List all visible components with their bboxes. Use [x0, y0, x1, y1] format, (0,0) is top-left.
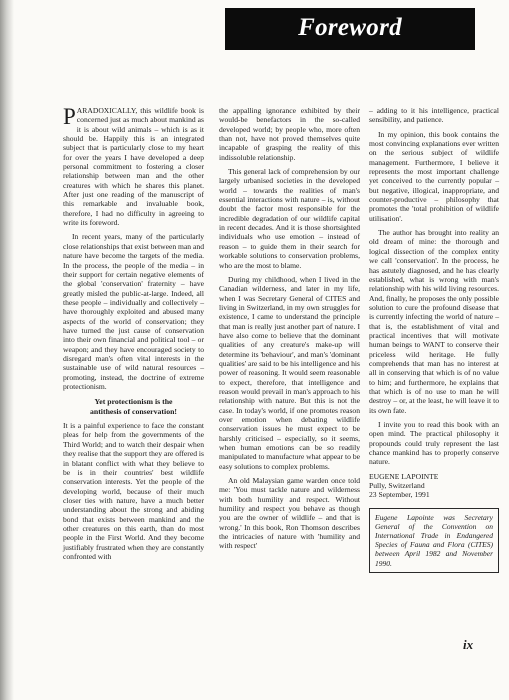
signature-block [369, 472, 499, 500]
paragraph: – adding to it his intelligence, practical sensibility, and patience. [369, 106, 499, 125]
page-title: Foreword [298, 14, 402, 41]
paragraph: An old Malaysian game warden once told me: 'You must tackle nature and wilderness with both humility and respect. Without humility and respect you behave as though you are the owner of wildlife – and that is wrong.' In this book, Ron Thomson describes the intricacies of nature with 'humility and with respect' [219, 476, 360, 551]
paragraph: This general lack of comprehension by our largely urbanised societies in the developed world – towards the realities of man's essential interactions with nature – is, without doubt the factor most responsible for the incredible degradation of our wildlife capital in recent decades. And it is those shortsighted individuals who use emotion – instead of reason – to guide them in their search for workable solutions to conservation problems, who are the most to blame. [219, 167, 360, 270]
title-banner [225, 8, 475, 50]
paragraph: During my childhood, when I lived in the Canadian wilderness, and later in my life, when I was Secretary General of CITES and living in Switzerland, in my own struggles for existence, I came to understand the principle that man is really just another part of nature. I have also come to believe that the dominant qualities of any creature's make-up will determine its 'behaviour', and man's 'dominant qualities' are said to be his intelligence and his power of reasoning. It would seem reasonable to expect, therefore, that intelligence and reason would prevail in man's approach to his relationship with nature. But this is not the case. In today's world, if one promotes reason over emotion when debating wildlife conservation issues he must expect to be harshly criticised – especially, so it seems, when human emotions can be so readily manipulated to manufacture what appear to be easy solutions to complex problems. [219, 274, 360, 471]
page-number: ix [463, 637, 474, 652]
paragraph: I invite you to read this book with an open mind. The practical philosophy it propounds could truly represent the last chance mankind has to properly conserve nature. [369, 420, 499, 467]
paragraph: It is a painful experience to face the constant pleas for help from the governments of the Third World; and to watch their despair when they realise that the support they are offered is in blatant conflict with what they believe to be is in their countries' best wildlife conservation interests. Yet the people of the developing world, because of their much closer ties with nature, have a much better understanding about the strong and abiding bond that exists between mankind and the other creatures on this earth, than do most people in the First World. And they become justifiably frustrated when they are constantly confronted with [63, 421, 204, 561]
signature-date: 23 September, 1991 [369, 490, 430, 500]
signature-name: EUGENE LAPOINTE [369, 471, 439, 481]
paragraph-text: ARADOXICALLY, this wildlife book is concerned just as much about mankind as it is about wild animals – which is as it should be. Happily this is an integrated subject that is particularly close to my heart for over the years I have developed a deep personal commitment to fostering a closer relationship between man and the other creatures with which he shares this planet. After just one reading of the manuscript of this remarkable and invaluable book, therefore, I had no difficulty in agreeing to write its foreword. [63, 106, 204, 228]
drop-cap: P [63, 104, 76, 129]
text-column-3 [369, 106, 499, 573]
text-column-2 [219, 106, 360, 556]
paragraph [63, 106, 204, 227]
section-subheading [63, 397, 204, 416]
signature-place: Pully, Switzerland [369, 481, 425, 491]
subheading-line: antithesis of conservation! [89, 406, 178, 416]
author-caption-box: Eugene Lapointe was Secretary General of the Convention on International Trade in Endangered Species of Fauna and Flora (CITES) between April 1982 and November 1990. [369, 508, 499, 573]
paragraph: the appalling ignorance exhibited by their would-be benefactors in the so-called developed world; by people who, more often than not, have not proved themselves quite incapable of grasping the reality of this indissoluble relationship. [219, 106, 360, 162]
subheading-line: Yet protectionism is the [94, 397, 173, 407]
page-binding-shadow [0, 0, 14, 700]
paragraph: In recent years, many of the particularly close relationships that exist between man and nature have become the targets of the media. In the process, the people of the media – in their support for certain negative elements of the global 'conservation' fraternity – have greatly misled the public-at-large. Indeed, all these people – individually and collectively – have thoroughly exploited and abused many aspects of the world of conservation; they have turned the just cause of conservation into their own financial and political tool – or weapon; and they have encouraged society to disregard man's often vital interests in the sustainable use of wild natural resources – promoting, instead, the doctrine of extreme protectionism. [63, 232, 204, 391]
paragraph: The author has brought into reality an old dream of mine: the thorough and logical dissection of the complex entity we call 'conservation'. In the process, he has astutely diagnosed, and he has clearly established, what is wrong with man's relationship with his wild living resources. And, finally, he proposes the only possible solution to cure the profound disease that is currently infecting the world of nature – that is, the establishment of vital and practical incentives that will motivate human beings to WANT to conserve their priceless wild heritage. He fully comprehends that man has no interest at all in conserving that which is of no value to him; and furthermore, he explains that that which is of no use to man he will destroy – or, at the least, he will leave it to its own fate. [369, 228, 499, 415]
paragraph: In my opinion, this book contains the most convincing explanations ever written on the serious subject of wildlife management. Furthermore, I believe it represents the most important challenge yet conceived to the currently popular – but negative, illogical, inappropriate, and counter-productive – philosophy that promotes the 'total prohibition of wildlife utilisation'. [369, 129, 499, 223]
text-column-1 [63, 106, 204, 566]
